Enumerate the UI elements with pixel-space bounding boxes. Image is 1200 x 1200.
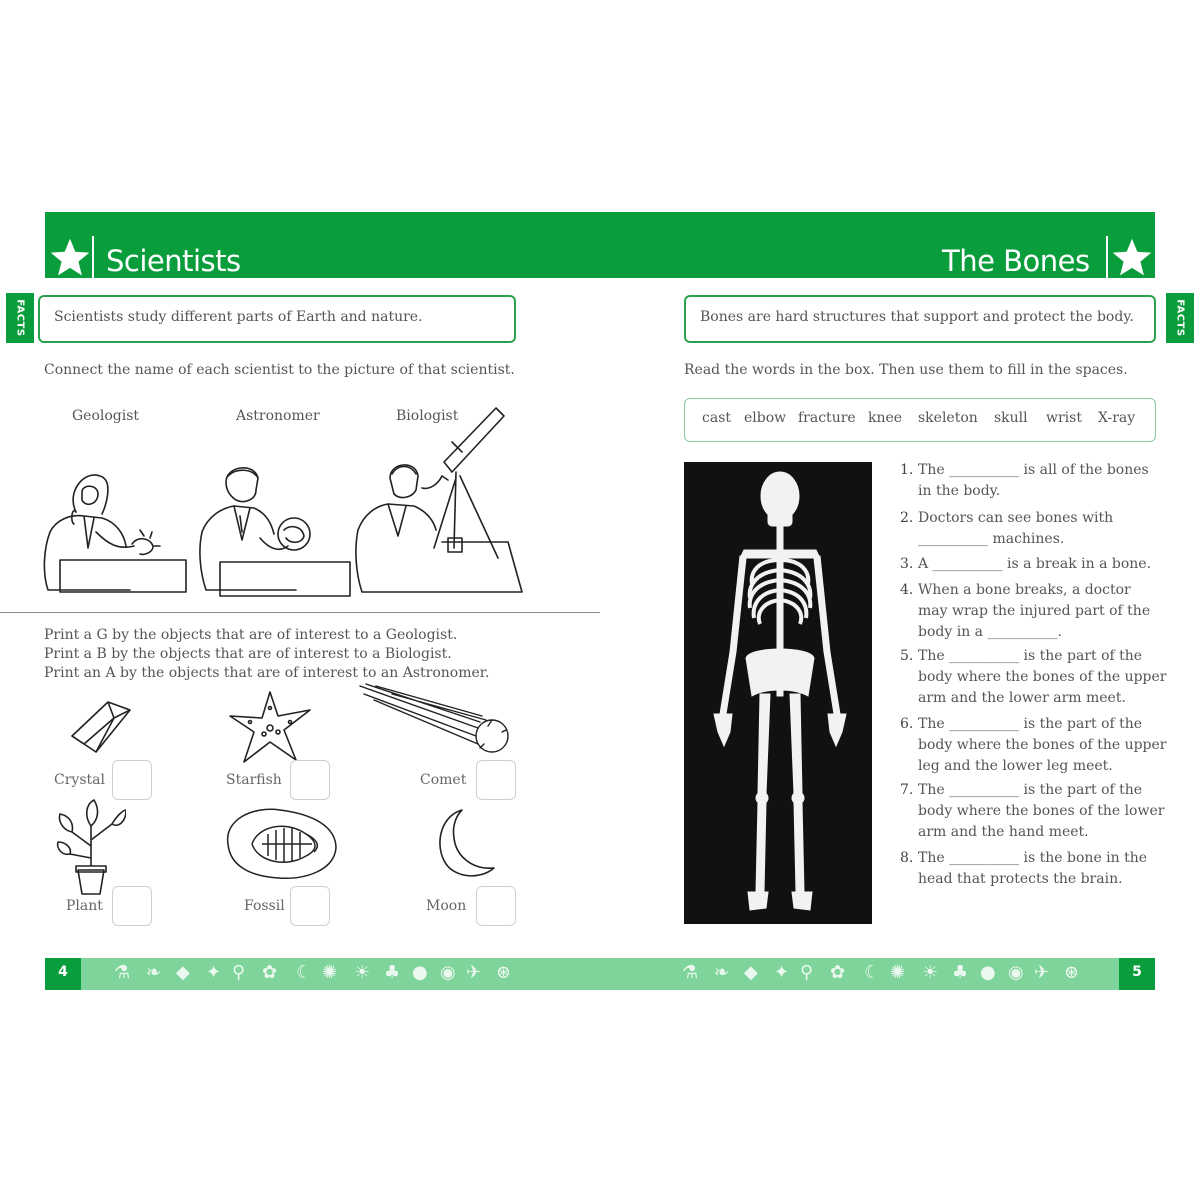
- object-label-starfish: Starfish: [226, 772, 282, 788]
- scientist-woman-illustration: [36, 462, 192, 602]
- question-2: [918, 508, 1113, 550]
- word-bank-item: X-ray: [1098, 410, 1136, 426]
- question-number: 5.: [900, 648, 914, 664]
- question-7: [918, 780, 1164, 843]
- moon-icon: ☾: [864, 962, 881, 983]
- atom-icon: ⊛: [1064, 962, 1080, 983]
- plane-icon: ✈: [466, 962, 482, 983]
- question-line: in the body.: [918, 483, 1001, 499]
- moon-icon: ☾: [296, 962, 313, 983]
- question-line: arm and the lower arm meet.: [918, 690, 1126, 706]
- tree-icon: ♣: [952, 962, 969, 983]
- answer-box-fossil[interactable]: [290, 886, 330, 926]
- question-line: The __________ is the part of the: [918, 782, 1143, 798]
- fact-box-right: Bones are hard structures that support and protect the body.: [684, 295, 1156, 343]
- question-number: 8.: [900, 850, 914, 866]
- question-line: body where the bones of the upper: [918, 737, 1167, 753]
- word-bank-item: elbow: [744, 410, 787, 426]
- question-line: body in a __________.: [918, 624, 1062, 640]
- word-bank-item: knee: [868, 410, 903, 426]
- flask-icon: ⚗: [114, 962, 131, 983]
- connect-instruction: Connect the name of each scientist to the picture of that scientist.: [44, 362, 515, 378]
- question-number: 2.: [900, 510, 914, 526]
- flask-icon: ⚗: [682, 962, 699, 983]
- question-1: [918, 460, 1149, 502]
- question-4: [918, 580, 1150, 643]
- starfish-icon: [226, 688, 314, 768]
- moon-icon: [432, 806, 498, 880]
- crystal-icon: [64, 696, 140, 758]
- question-line: The __________ is the part of the: [918, 648, 1143, 664]
- leaf-icon: ❧: [714, 962, 730, 983]
- print-instruction-geologist: Print a G by the objects that are of interest to a Geologist.: [44, 627, 458, 643]
- skeleton-icon: [684, 462, 872, 924]
- whale-icon: ●: [412, 962, 428, 983]
- star-icon: [48, 236, 92, 280]
- scientist-label-biologist: Biologist: [396, 408, 459, 424]
- question-line: A __________ is a break in a bone.: [918, 556, 1152, 572]
- answer-box-crystal[interactable]: [112, 760, 152, 800]
- word-bank-item: skeleton: [918, 410, 978, 426]
- question-line: __________ machines.: [918, 531, 1065, 547]
- question-line: head that protects the brain.: [918, 871, 1123, 887]
- planet-icon: ◉: [1008, 962, 1024, 983]
- plant-icon: [56, 796, 126, 896]
- butterfly-icon: ✺: [890, 962, 906, 983]
- question-line: may wrap the injured part of the: [918, 603, 1151, 619]
- question-line: arm and the hand meet.: [918, 824, 1089, 840]
- print-instruction-biologist: Print a B by the objects that are of interest to a Biologist.: [44, 646, 452, 662]
- facts-tab-left: [6, 293, 34, 343]
- atom-icon: ⊛: [496, 962, 512, 983]
- question-6: [918, 714, 1167, 777]
- bird-icon: ✦: [774, 962, 790, 983]
- bird-icon: ✦: [206, 962, 222, 983]
- fish-icon: ◆: [744, 962, 758, 983]
- facts-tab-label: FACTS: [1174, 299, 1186, 337]
- object-label-plant: Plant: [66, 898, 103, 914]
- print-instruction-astronomer: Print an A by the objects that are of interest to an Astronomer.: [44, 665, 490, 681]
- question-8: [918, 848, 1147, 890]
- plane-icon: ✈: [1034, 962, 1050, 983]
- question-number: 4.: [900, 582, 914, 598]
- whale-icon: ●: [980, 962, 996, 983]
- print-instructions: [44, 626, 489, 683]
- page-title-left: Scientists: [106, 244, 241, 278]
- leaf-icon: ❧: [146, 962, 162, 983]
- scientist-label-astronomer: Astronomer: [236, 408, 320, 424]
- star-icon: [1110, 236, 1154, 280]
- page-number-right: 5: [1119, 958, 1155, 990]
- fill-instruction: Read the words in the box. Then use them to fill in the spaces.: [684, 362, 1128, 378]
- object-label-fossil: Fossil: [244, 898, 285, 914]
- question-number: 3.: [900, 556, 914, 572]
- fish-icon: ◆: [176, 962, 190, 983]
- question-line: leg and the lower leg meet.: [918, 758, 1113, 774]
- fact-box-left: Scientists study different parts of Earth and nature.: [38, 295, 516, 343]
- page-title-right: The Bones: [942, 244, 1090, 278]
- microscope-icon: ⚲: [800, 962, 814, 983]
- word-bank-item: cast: [702, 410, 731, 426]
- plant-icon: ✿: [262, 962, 278, 983]
- answer-box-comet[interactable]: [476, 760, 516, 800]
- object-label-comet: Comet: [420, 772, 467, 788]
- section-divider: [0, 612, 600, 613]
- header-divider: [92, 236, 94, 282]
- object-label-crystal: Crystal: [54, 772, 105, 788]
- question-3: [918, 554, 1151, 575]
- facts-tab-right: [1166, 293, 1194, 343]
- question-line: The __________ is all of the bones: [918, 462, 1149, 478]
- word-bank-item: wrist: [1046, 410, 1082, 426]
- question-line: body where the bones of the upper: [918, 669, 1167, 685]
- comet-icon: [356, 682, 516, 758]
- tree-icon: ♣: [384, 962, 401, 983]
- answer-box-starfish[interactable]: [290, 760, 330, 800]
- answer-box-plant[interactable]: [112, 886, 152, 926]
- question-line: When a bone breaks, a doctor: [918, 582, 1131, 598]
- scientist-telescope-illustration: [352, 398, 530, 602]
- butterfly-icon: ✺: [322, 962, 338, 983]
- question-number: 6.: [900, 716, 914, 732]
- question-line: Doctors can see bones with: [918, 510, 1114, 526]
- header-divider: [1106, 236, 1108, 282]
- fossil-icon: [222, 804, 340, 882]
- sun-icon: ☀: [922, 962, 939, 983]
- object-label-moon: Moon: [426, 898, 467, 914]
- question-number: 7.: [900, 782, 914, 798]
- question-5: [918, 646, 1167, 709]
- planet-icon: ◉: [440, 962, 456, 983]
- plant-icon: ✿: [830, 962, 846, 983]
- question-line: The __________ is the part of the: [918, 716, 1143, 732]
- microscope-icon: ⚲: [232, 962, 246, 983]
- word-bank-item: skull: [994, 410, 1028, 426]
- scientist-man-shell-illustration: [196, 460, 356, 602]
- sun-icon: ☀: [354, 962, 371, 983]
- scientist-label-geologist: Geologist: [72, 408, 140, 424]
- word-bank-item: fracture: [798, 410, 856, 426]
- question-line: The __________ is the bone in the: [918, 850, 1148, 866]
- question-number: 1.: [900, 462, 914, 478]
- answer-box-moon[interactable]: [476, 886, 516, 926]
- facts-tab-label: FACTS: [14, 299, 26, 337]
- page-number-left: 4: [45, 958, 81, 990]
- question-line: body where the bones of the lower: [918, 803, 1165, 819]
